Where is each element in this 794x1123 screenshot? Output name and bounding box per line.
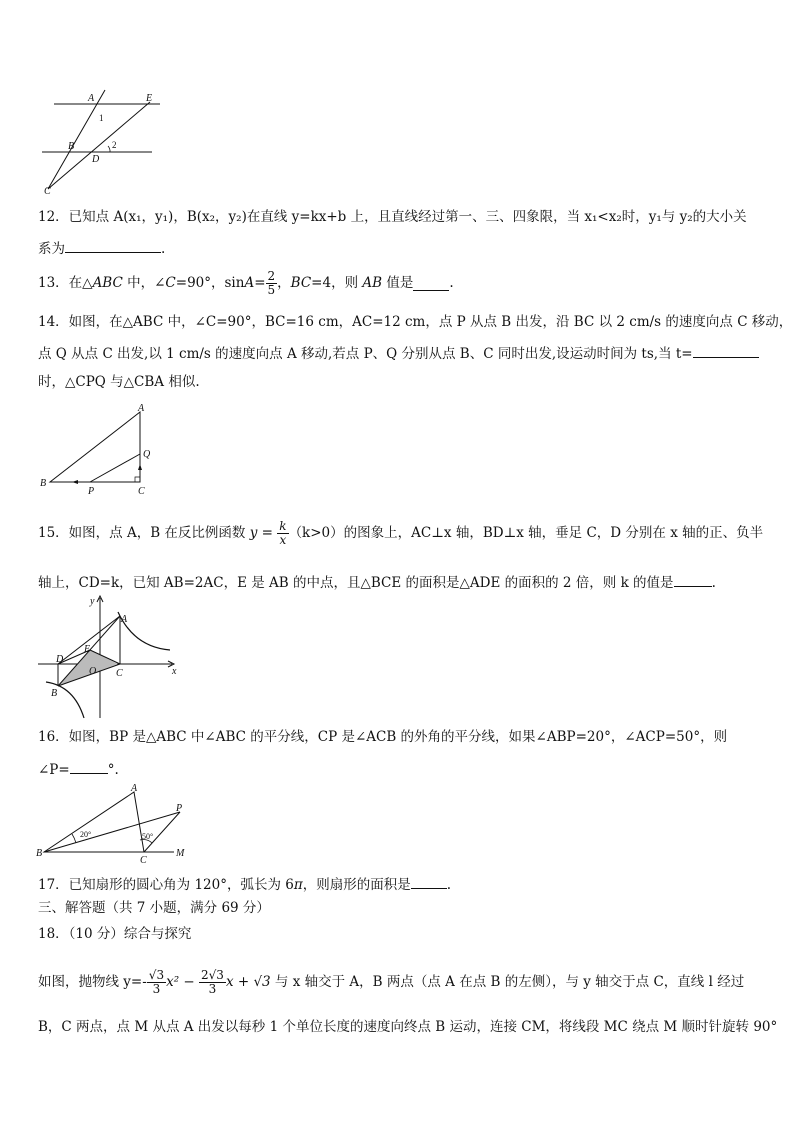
label-angle-20: 20° [80, 830, 92, 839]
q18-line1-post: 与 x 轴交于 A，B 两点（点 A 在点 B 的左侧），与 y 轴交于点 C，直线 l 经过 [270, 974, 745, 990]
label-p: P [176, 803, 183, 814]
q13-den: 5 [267, 283, 276, 297]
label-angle-2: 2 [112, 140, 117, 150]
label-c: C [44, 186, 51, 194]
q13-ab: AB [362, 275, 383, 291]
triangle-abc [50, 412, 140, 482]
q18-line1 [38, 962, 744, 1002]
figure-parallel-lines [38, 88, 168, 194]
q18-f2-num: 2√3 [201, 968, 224, 982]
arrow-bp [72, 480, 78, 484]
q16-line1: 16．如图，BP 是△ABC 中∠ABC 的平分线，CP 是∠ACB 的外角的平分线，如果∠ABP=20°，∠ACP=50°，则 [38, 729, 728, 745]
triangle-abc [44, 792, 144, 852]
label-q: Q [143, 449, 151, 460]
label-c: C [138, 486, 145, 497]
q15-fraction [277, 520, 288, 547]
q13-pre: 13．在△ [38, 275, 93, 291]
q12-line2-text: 系为 [38, 241, 65, 257]
angle-2-arc [108, 146, 110, 152]
q18-x2: x² [166, 974, 180, 990]
q18-fraction-1 [147, 969, 166, 996]
figure-angle-bisectors [36, 782, 196, 864]
line-ca [48, 90, 105, 189]
q13-mid2: =90°，sin [175, 275, 245, 291]
label-d: D [56, 654, 64, 665]
q13-mid4: =4，则 [311, 275, 363, 291]
q12-answer-blank [65, 238, 161, 253]
label-m: M [176, 848, 185, 859]
q18-line1-pre: 如图，抛物线 y=- [38, 974, 147, 990]
label-p: P [88, 486, 95, 497]
segment-bp [44, 812, 180, 852]
label-b: B [68, 141, 75, 152]
q17-end: . [446, 877, 452, 893]
label-c: C [116, 668, 123, 679]
q13-eq: = [254, 275, 266, 291]
q18-xplus: x + √3 [225, 974, 271, 990]
q13-num: 2 [267, 269, 276, 283]
q15-num: k [279, 519, 287, 533]
label-c: C [140, 855, 147, 864]
label-a: A [88, 93, 95, 104]
q17 [38, 874, 451, 894]
q18-f1-den: 3 [152, 982, 161, 996]
figure-triangle-cpq [38, 402, 158, 498]
label-angle-1: 1 [99, 113, 104, 123]
q16-line2 [38, 759, 119, 779]
angle-abp-arc [72, 834, 76, 843]
label-a: A [138, 403, 145, 414]
q13-abc: ABC [92, 275, 123, 291]
q13 [38, 266, 454, 300]
q13-answer-blank [413, 276, 449, 291]
q15-eq: = [257, 525, 278, 541]
label-y: y [90, 596, 95, 607]
q15-line2-text: 轴上，CD=k，已知 AB=2AC，E 是 AB 的中点，且△BCE 的面积是△ADE 的面积的 2 倍，则 k 的值是 [38, 575, 674, 591]
q14-line1: 14．如图，在△ABC 中，∠C=90°，BC=16 cm，AC=12 cm，点 P 从点 B 出发，沿 BC 以 2 cm/s 的速度向点 C 移动， [38, 314, 793, 330]
q13-bc: BC [290, 275, 312, 291]
q13-a: A [244, 275, 255, 291]
q13-mid3: ， [277, 275, 291, 291]
right-angle-mark [135, 477, 140, 482]
q17-post: ，则扇形的面积是 [302, 877, 411, 893]
q18-f1-num: √3 [148, 968, 165, 982]
label-e: E [146, 93, 153, 104]
q15-pre: 15．如图，点 A，B 在反比例函数 [38, 525, 250, 541]
q13-mid5: 值是 [382, 275, 414, 291]
q15-den: x [279, 533, 287, 547]
q18-title: 18．（10 分）综合与探究 [38, 926, 192, 942]
q13-end: . [449, 275, 454, 291]
label-x: x [172, 666, 177, 677]
q18-minus: − [179, 974, 200, 990]
q14-line3: 时，△CPQ 与△CBA 相似. [38, 374, 200, 390]
q15-post: （k>0）的图象上，AC⊥x 轴，BD⊥x 轴，垂足 C，D 分别在 x 轴的正、负半 [288, 525, 764, 541]
q18-line2: B，C 两点，点 M 从点 A 出发以每秒 1 个单位长度的速度向终点 B 运动，连接 CM，将线段 MC 绕点 M 顺时针旋转 90° [38, 1019, 778, 1035]
label-o: O [89, 666, 97, 677]
label-d: D [92, 154, 100, 165]
label-b: B [51, 688, 58, 699]
q17-pre: 17．已知扇形的圆心角为 120°，弧长为 6 [38, 877, 294, 893]
q15-y: y [249, 525, 258, 541]
label-a: A [131, 783, 138, 794]
q14-line2-text: 点 Q 从点 C 出发,以 1 cm/s 的速度向点 A 移动,若点 P、Q 分别从点 B、C 同时出发,设运动时间为 ts,当 t= [38, 346, 693, 362]
label-b: B [40, 478, 47, 489]
q15-end: . [711, 575, 716, 591]
segment-pq [90, 454, 140, 482]
q16-end: °. [107, 762, 119, 778]
q12-end: . [161, 241, 166, 257]
q16-answer-blank [70, 759, 108, 774]
section-heading: 三、解答题（共 7 小题，满分 69 分） [38, 900, 270, 916]
q15-line1 [38, 516, 763, 550]
label-angle-50: 50° [142, 832, 154, 841]
q13-mid1: 中，∠ [122, 275, 166, 291]
label-a: A [121, 614, 128, 625]
q15-line2 [38, 572, 716, 592]
q14-answer-blank [693, 343, 759, 358]
q16-line2-text: ∠P= [38, 762, 70, 778]
q17-answer-blank [411, 874, 447, 889]
q17-pi: π [293, 877, 303, 893]
q13-c: C [165, 275, 176, 291]
q12-line1: 12．已知点 A(x₁，y₁)，B(x₂，y₂)在直线 y=kx+b 上，且直线经过第一、三、四象限，当 x₁<x₂时，y₁与 y₂的大小关 [38, 209, 747, 225]
q15-answer-blank [674, 572, 712, 587]
q13-fraction [266, 270, 278, 297]
figure-inverse-function [34, 592, 184, 720]
q18-f2-den: 3 [208, 982, 217, 996]
label-b: B [36, 848, 43, 859]
q18-fraction-2 [199, 969, 226, 996]
q12-line2 [38, 238, 165, 258]
arrow-cq [138, 464, 142, 470]
label-e: E [84, 644, 91, 655]
q14-line2 [38, 343, 759, 363]
